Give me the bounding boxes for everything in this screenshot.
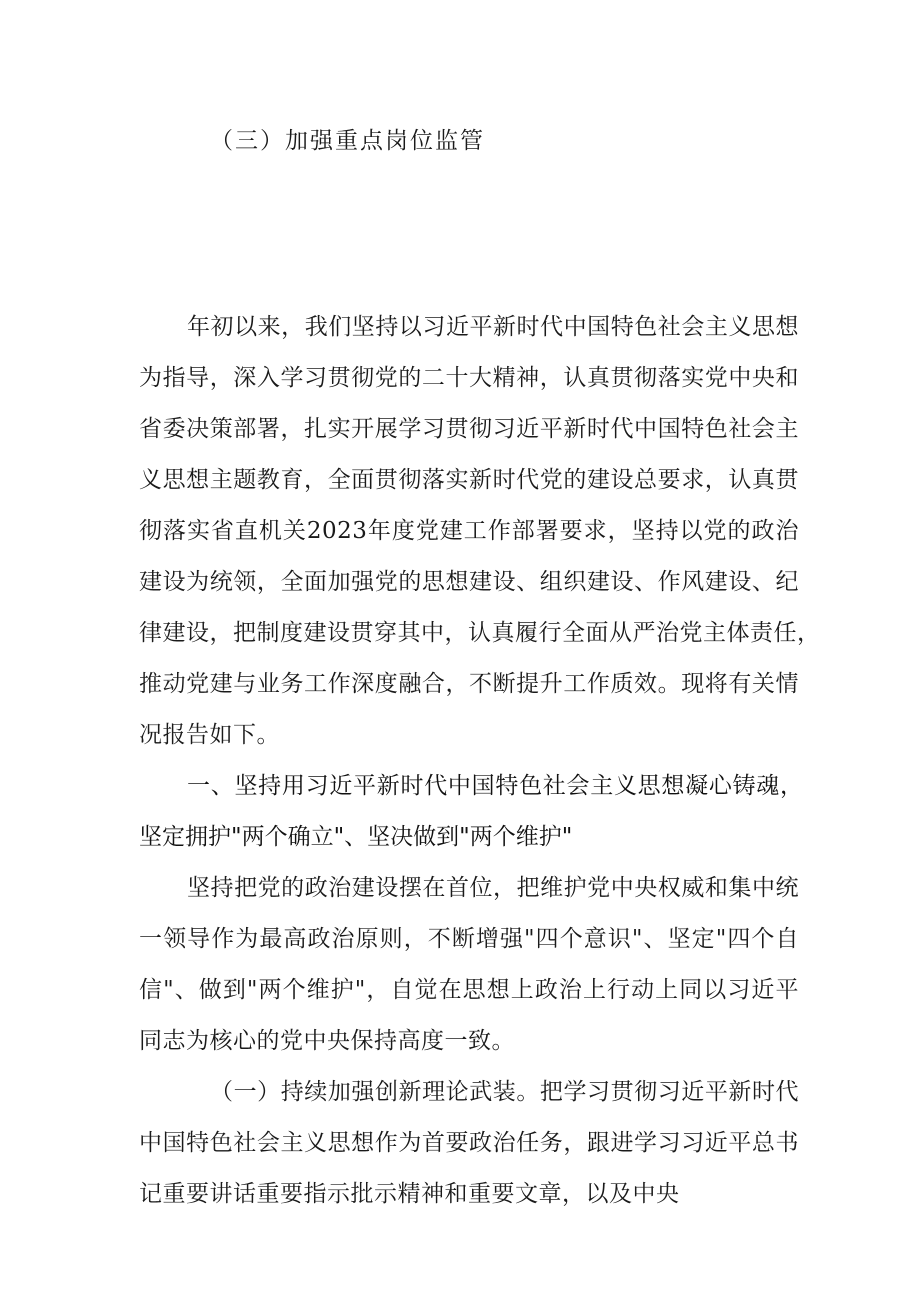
section-heading: （三）加强重点岗位监管 [210, 128, 485, 154]
body-paragraph-line: 信"、做到"两个维护"，自觉在思想上政治上行动上同以习近平 [139, 977, 799, 1003]
intro-paragraph-line: 年初以来，我们坚持以习近平新时代中国特色社会主义思想 [187, 314, 799, 340]
intro-paragraph-line: 推动党建与业务工作深度融合，不断提升工作质效。现将有关情 [139, 671, 799, 697]
intro-paragraph-line: 义思想主题教育，全面贯彻落实新时代党的建设总要求，认真贯 [139, 467, 799, 493]
intro-paragraph-line: 省委决策部署，扎实开展学习贯彻习近平新时代中国特色社会主 [139, 416, 799, 442]
intro-paragraph-line: 彻落实省直机关2023年度党建工作部署要求，坚持以党的政治 [139, 518, 799, 544]
intro-paragraph-line: 为指导，深入学习贯彻党的二十大精神，认真贯彻落实党中央和 [139, 365, 799, 391]
body-paragraph-line: 同志为核心的党中央保持高度一致。 [139, 1028, 515, 1054]
heading-one-line: 一、坚持用习近平新时代中国特色社会主义思想凝心铸魂， [187, 773, 803, 799]
intro-paragraph-line: 况报告如下。 [139, 722, 280, 748]
intro-paragraph-line: 律建设，把制度建设贯穿其中，认真履行全面从严治党主体责任， [139, 620, 821, 646]
intro-paragraph-line: 建设为统领，全面加强党的思想建设、组织建设、作风建设、纪 [139, 569, 799, 595]
body-paragraph-line: 一领导作为最高政治原则，不断增强"四个意识"、坚定"四个自 [139, 926, 799, 952]
body-paragraph-line: 记重要讲话重要指示批示精神和重要文章，以及中央 [139, 1181, 680, 1207]
body-paragraph-line: 坚持把党的政治建设摆在首位，把维护党中央权威和集中统 [187, 875, 799, 901]
body-paragraph-line: （一）持续加强创新理论武装。把学习贯彻习近平新时代 [210, 1079, 799, 1105]
heading-one-line: 坚定拥护"两个确立"、坚决做到"两个维护" [139, 824, 573, 850]
body-paragraph-line: 中国特色社会主义思想作为首要政治任务，跟进学习习近平总书 [139, 1130, 799, 1156]
